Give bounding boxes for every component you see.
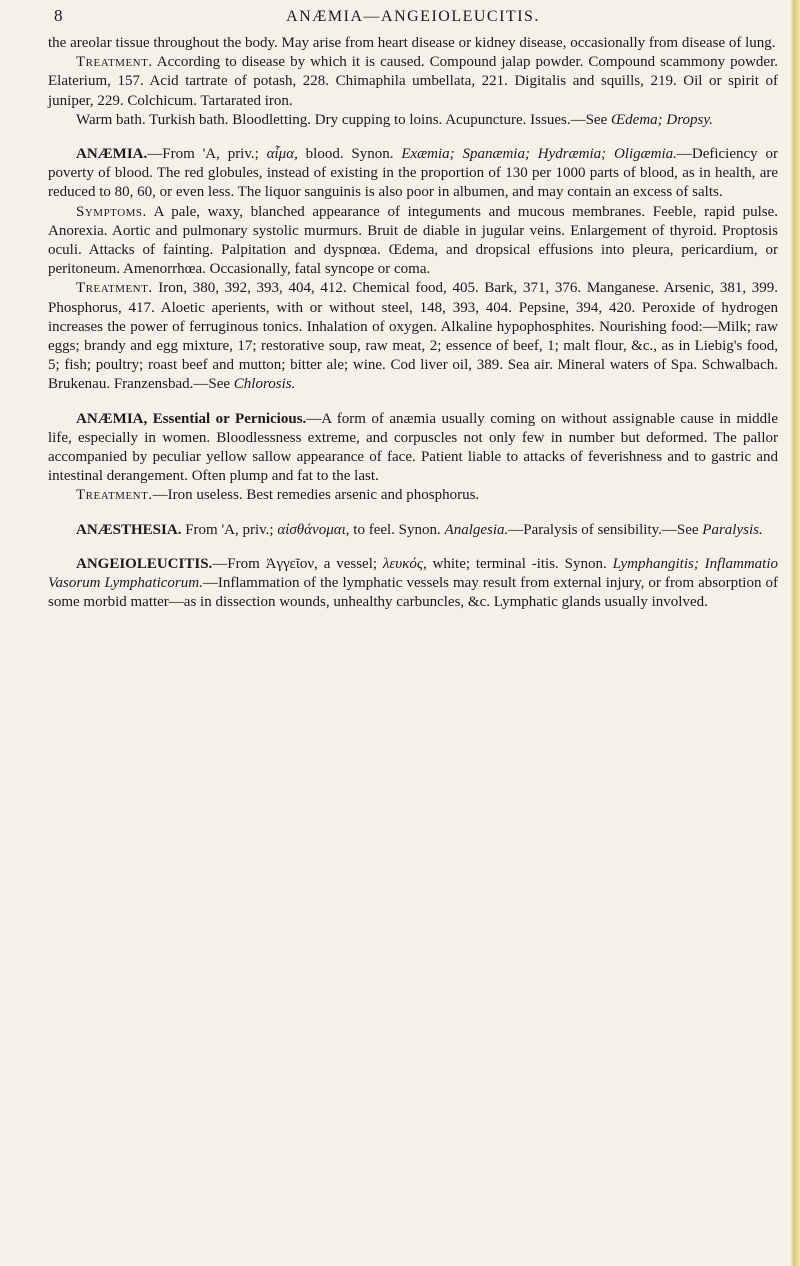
continuation-text: the areolar tissue throughout the body. May arise from heart disease or kidney disease, occasionally from disease of lung. xyxy=(48,35,776,51)
entry-anaesthesia: ANÆSTHESIA. From 'A, priv.; αἰσθάνομαι, to feel. Synon. Analgesia.—Paralysis of sensibility.—See Paralysis. xyxy=(76,521,763,538)
dictionary-page xyxy=(48,0,778,1266)
headword: ANÆMIA, Essential or Pernicious. xyxy=(76,410,307,427)
page-body xyxy=(48,34,778,612)
anaemia-treatment: Treatment. Iron, 380, 392, 393, 404, 412. Chemical food, 405. Bark, 371, 376. Manganese. Arsenic, 381, 399. Phosphorus, 417. Aloetic aperients, with or without steel, 148, 393, 404. Pepsine, 394, 420. Peroxide of hydrogen increases the power of ferruginous tonics. Inhalation of oxygen. Alkaline hypophosphites. Nourishing food:—Milk; raw eggs; brandy and egg mixture, 17; restorative soup, raw meat, 2; essence of beef, 1; malt flour, &c., as in Liebig's food, 5; fish; poultry; roast beef and mutton; bitter ale; wine. Cod liver oil, 389. Sea air. Mineral waters of Spa. Schwalbach. Brukenau. Franzensbad.—See Chlorosis. xyxy=(48,280,779,393)
page-number: 8 xyxy=(54,6,63,25)
book-spine-edge xyxy=(790,0,800,1266)
entry-anaemia: ANÆMIA.—From 'A, priv.; αἷμα, blood. Synon. Exæmia; Spanæmia; Hydræmia; Oligæmia.—Deficiency or poverty of blood. The red globules, instead of existing in the proportion of 130 per 1000 parts of blood, as in health, are reduced to 80, 60, or even less. The liquor sanguinis is also poor in albumen, and may contain an excess of salts. xyxy=(48,146,778,201)
headword: ANÆSTHESIA. xyxy=(76,521,182,538)
synonyms: Analgesia. xyxy=(444,521,509,538)
anaemia-symptoms: Symptoms. A pale, waxy, blanched appearance of integuments and mucous membranes. Feeble, rapid pulse. Anorexia. Aortic and pulmonary systolic murmurs. Bruit de diable in jugular veins. Enlargement of thyroid. Proptosis oculi. Attacks of fainting. Palpitation and dyspnœa. Œdema, and dropsical effusions into pleura, pericardium, or peritoneum. Amenorrhœa. Occasionally, fatal syncope or coma. xyxy=(48,203,778,278)
page-header xyxy=(48,0,778,34)
synonyms: Exæmia; Spanæmia; Hydræmia; Oligæmia. xyxy=(401,146,677,163)
entry-anaemia-essential: ANÆMIA, Essential or Pernicious.—A form of anæmia usually coming on without assignable cause in middle life, especially in women. Bloodlessness extreme, and corpuscles not only few in number but deformed. The pallor accompanied by peculiar yellow sallow appearance of face. Patient liable to attacks of feverishness and to gastric and intestinal derangement. Often plump and fat to the last. xyxy=(48,410,778,485)
running-head: ANÆMIA—ANGEIOLEUCITIS. xyxy=(286,8,540,25)
headword: ANÆMIA. xyxy=(76,146,148,163)
synonyms: Lymphangitis; Inflammatio Vasorum Lymphaticorum. xyxy=(48,555,778,592)
entry-angeioleucitis: ANGEIOLEUCITIS.—From Ἀγγεῖον, a vessel; λευκός, white; terminal -itis. Synon. Lymphangitis; Inflammatio Vasorum Lymphaticorum.—Inflammation of the lymphatic vessels may result from external injury, or from absorption of some morbid matter—as in dissection wounds, unhealthy carbuncles, &c. Lymphatic glands usually involved. xyxy=(48,555,779,611)
continuation-treatment: Treatment. According to disease by which it is caused. Compound jalap powder. Compound scammony powder. Elaterium, 157. Acid tartrate of potash, 228. Chimaphila umbellata, 221. Digitalis and squills, 219. Oil or spirit of juniper, 229. Colchicum. Tartarated iron. xyxy=(48,54,778,109)
see-reference: Chlorosis. xyxy=(233,376,296,393)
see-reference: Paralysis. xyxy=(702,521,763,538)
anaemia-essential-treatment: Treatment.—Iron useless. Best remedies arsenic and phosphorus. xyxy=(76,487,480,504)
see-reference: Œdema; Dropsy. xyxy=(611,111,713,128)
continuation-treatment-2: Warm bath. Turkish bath. Bloodletting. Dry cupping to loins. Acupuncture. Issues.—See Œdema; Dropsy. xyxy=(76,111,713,128)
headword: ANGEIOLEUCITIS. xyxy=(76,555,213,572)
